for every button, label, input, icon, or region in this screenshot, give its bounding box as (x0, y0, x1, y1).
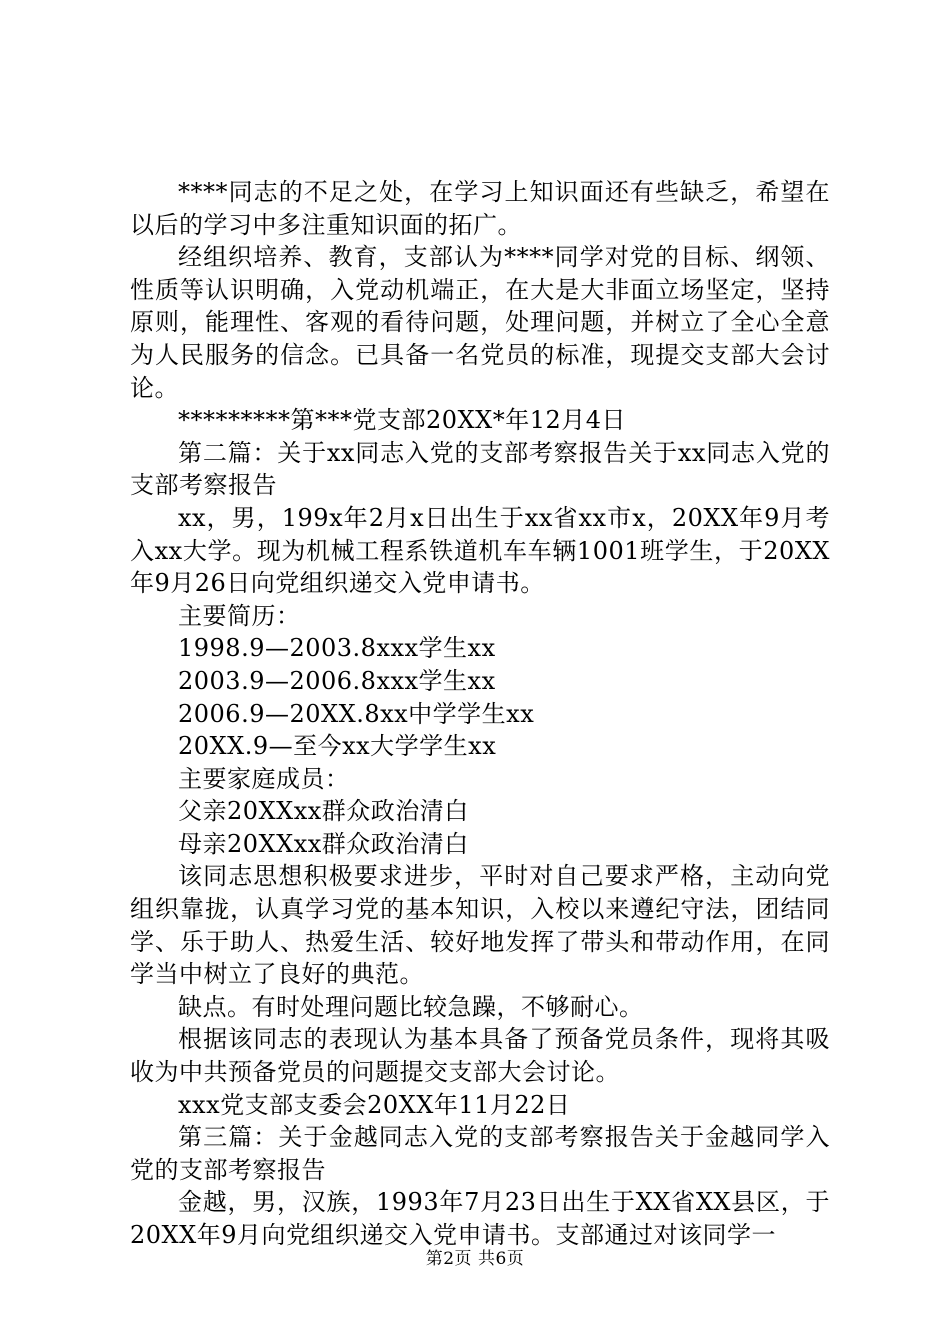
resume-item-2: 2003.9—2006.8xxx学生xx (178, 666, 496, 695)
section-heading-3: 第三篇：关于金越同志入党的支部考察报告关于金越同学入党的支部考察报告 (130, 1123, 830, 1184)
paragraph-2: 经组织培养、教育，支部认为****同学对党的目标、纲领、性质等认识明确，入党动机端正，在大是大非面立场坚定，坚持原则，能理性、客观的看待问题，处理问题，并树立了全心全意为人民服务的信念。已具备一名党员的标准，现提交支部大会讨论。 (130, 243, 830, 402)
page-number-footer: 第2页 共6页 (425, 1249, 525, 1269)
section-heading-2: 第二篇：关于xx同志入党的支部考察报告关于xx同志入党的支部考察报告 (130, 438, 830, 500)
paragraph-1: ****同志的不足之处，在学习上知识面还有些缺乏，希望在以后的学习中多注重知识面的拓广。 (130, 178, 830, 239)
resume-item-3: 2006.9—20XX.8xx中学学生xx (178, 699, 535, 728)
signature-line-2: xxx党支部支委会20XX年11月22日 (178, 1090, 571, 1119)
document-body (130, 176, 830, 1252)
paragraph-evaluation: 该同志思想积极要求进步，平时对自己要求严格，主动向党组织靠拢，认真学习党的基本知识，入校以来遵纪守法，团结同学、乐于助人、热爱生活、较好地发挥了带头和带动作用，在同学当中树立了良好的典范。 (130, 862, 830, 989)
family-item-father: 父亲20XXxx群众政治清白 (178, 797, 469, 826)
family-item-mother: 母亲20XXxx群众政治清白 (178, 829, 469, 858)
paragraph-conclusion: 根据该同志的表现认为基本具备了预备党员条件，现将其吸收为中共预备党员的问题提交支部大会讨论。 (130, 1025, 830, 1087)
paragraph-intro-2: xx，男，199x年2月x日出生于xx省xx市x，20XX年9月考入xx大学。现为机械工程系铁道机车车辆1001班学生，于20XX年9月26日向党组织递交入党申请书。 (130, 503, 830, 598)
family-heading: 主要家庭成员： (178, 764, 350, 793)
resume-item-4: 20XX.9—至今xx大学学生xx (178, 732, 497, 761)
paragraph-shortcoming: 缺点。有时处理问题比较急躁，不够耐心。 (178, 992, 644, 1021)
signature-line-1: *********第***党支部20XX*年12月4日 (178, 406, 627, 435)
resume-item-1: 1998.9—2003.8xxx学生xx (178, 634, 496, 663)
paragraph-intro-3: 金越，男，汉族，1993年7月23日出生于XX省XX县区，于20XX年9月向党组织递交入党申请书。支部通过对该同学一 (130, 1188, 830, 1249)
resume-heading: 主要简历： (178, 601, 301, 630)
